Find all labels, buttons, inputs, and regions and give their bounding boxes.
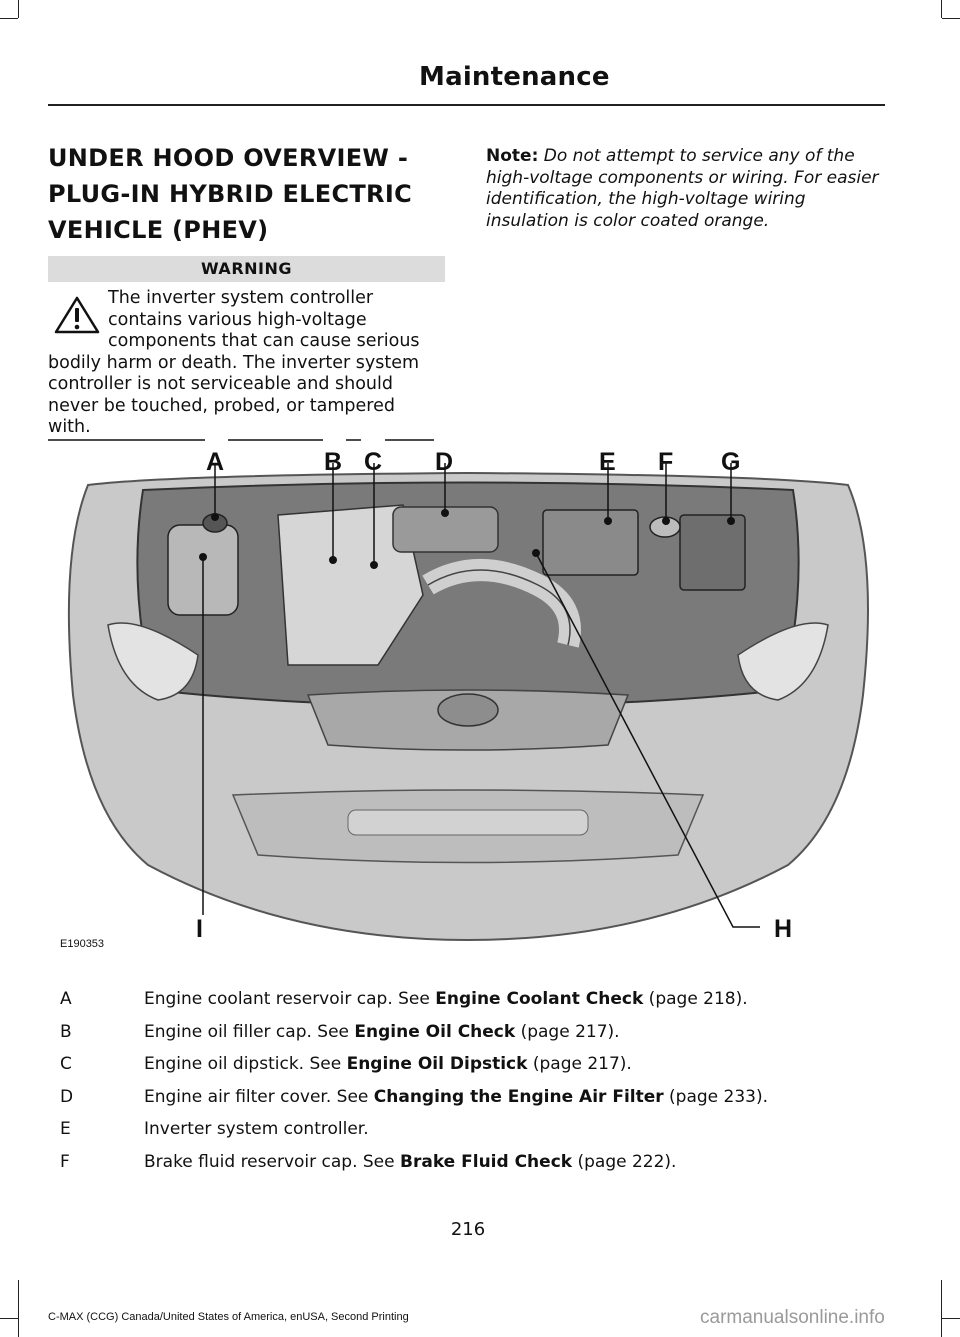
legend-key: D [60,1086,74,1107]
warning-line: never be touched, probed, or tampered [48,395,395,416]
page-number: 216 [450,1219,486,1240]
warning-line: with. [48,417,91,437]
warning-line: bodily harm or death. The inverter system [48,352,420,373]
legend-text: Brake fluid reservoir cap. See Brake Fluid Check (page 222). [144,1151,677,1172]
cross-reference-link[interactable]: Changing the Engine Air Filter [373,1086,664,1107]
legend-text: Inverter system controller. [144,1119,369,1140]
legend-text: Engine coolant reservoir cap. See Engine Coolant Check (page 218). [144,989,748,1009]
warning-line: contains various high-voltage [108,309,367,330]
cross-reference-link[interactable]: Engine Coolant Check [435,989,644,1009]
cross-reference-link[interactable]: Engine Oil Check [354,1021,516,1042]
legend-key: E [60,1119,71,1140]
crop-mark [18,0,19,18]
callout-h: H [774,915,793,943]
warning-header: WARNING [48,256,445,282]
section-title-line: VEHICLE (PHEV) [48,216,269,244]
note-body: Do not attempt to service any of the high-voltage components or wiring. For easier identification, the high-voltage wiring insulation is color coated orange. [486,146,879,231]
callout-f: F [658,448,674,476]
crop-mark [0,18,18,19]
engine-bay-illustration [48,435,885,955]
section-title [48,140,448,248]
crop-mark [18,1280,19,1337]
legend-item [48,1021,888,1054]
callout-c: C [364,448,383,476]
callout-g: G [721,448,741,476]
legend-item [48,1086,888,1119]
legend-key: A [60,989,72,1009]
crop-mark [942,18,960,19]
under-hood-figure [48,435,885,955]
warning-line: components that can cause serious [108,331,420,351]
legend-item [48,1151,888,1184]
legend-text: Engine oil filler cap. See Engine Oil Check (page 217). [144,1021,620,1042]
legend-text: Engine oil dipstick. See Engine Oil Dipstick (page 217). [144,1054,632,1075]
callout-d: D [435,448,454,476]
legend-key: C [60,1054,72,1075]
crop-mark [942,1318,960,1319]
cross-reference-link[interactable]: Brake Fluid Check [400,1151,573,1172]
legend-key: F [60,1151,70,1172]
legend-item [48,988,888,1021]
crop-mark [0,1318,18,1319]
footer-text: C-MAX (CCG) Canada/United States of America, enUSA, Second Printing [48,1311,409,1323]
callout-a: A [206,448,225,476]
warning-line: The inverter system controller [108,288,374,308]
crop-mark [941,0,942,18]
watermark: carmanualsonline.info [700,1307,885,1328]
section-title-line: UNDER HOOD OVERVIEW - [48,144,409,172]
figure-id: E190353 [60,938,105,950]
callout-e: E [599,448,616,476]
legend-text: Engine air filter cover. See Changing the Engine Air Filter (page 233). [144,1086,769,1107]
warning-text [48,288,448,439]
note-label: Note: [486,146,539,166]
note [486,146,886,232]
cross-reference-link[interactable]: Engine Oil Dipstick [346,1054,528,1075]
legend-item [48,1118,888,1151]
section-title-line: PLUG-IN HYBRID ELECTRIC [48,180,412,208]
page-header [0,62,935,92]
callout-b: B [324,448,343,476]
crop-mark [941,1280,942,1337]
legend-item [48,1053,888,1086]
header-divider [48,104,885,106]
legend-key: B [60,1021,72,1042]
header-title: Maintenance [419,62,610,92]
warning-line: controller is not serviceable and should [48,374,393,394]
legend-list [48,988,888,1184]
callout-i: I [196,915,203,943]
